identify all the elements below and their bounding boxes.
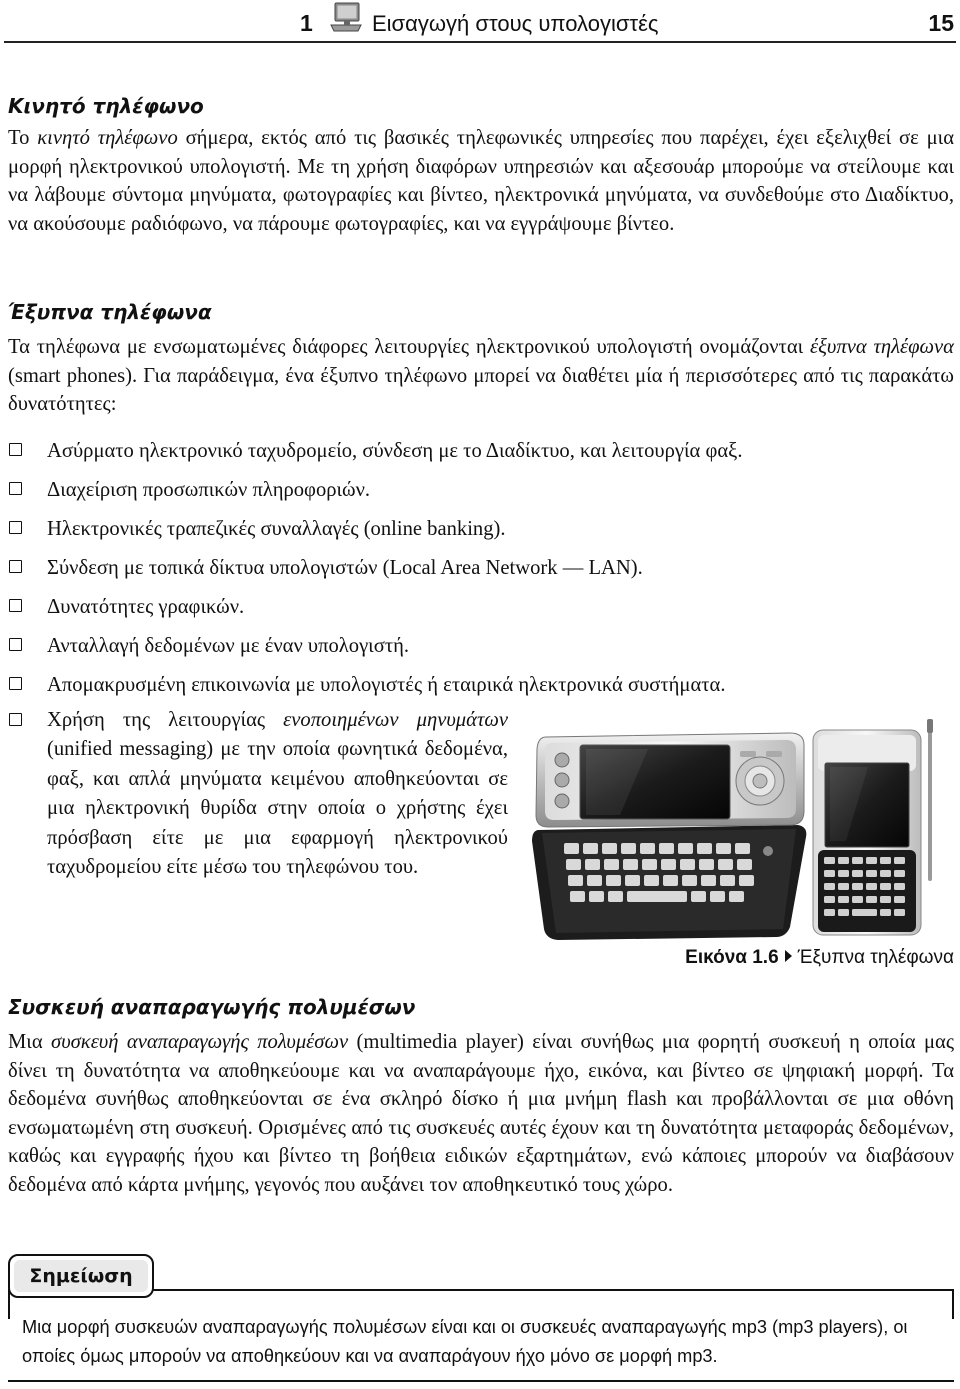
chapter-number: 1 bbox=[300, 10, 313, 36]
paragraph-mobile-phone: Το κινητό τηλέφωνο σήμερα, εκτός από τις βασικές τηλεφωνικές υπηρεσίες που παρέχει, έχει εξελιχθεί σε μια μορφή ηλεκτρονικού υπολογιστή. Με τη χρήση διαφόρων υπηρεσιών και αξεσουάρ μπορούμε να στείλουμε και να λάβουμε σύντομα μηνύματα, φωτογραφίες και βίντεο, ηλεκτρονικά μηνύματα, να συνδεθούμε στο Διαδίκτυο, να ακούσουμε ραδιόφωνο, να πάρουμε φωτογραφίες, και να εγγράψουμε βίντεο. bbox=[8, 127, 954, 235]
checkbox-bullet-icon bbox=[9, 482, 22, 495]
checkbox-bullet-icon bbox=[9, 677, 22, 690]
list-item: Ανταλλαγή δεδομένων με έναν υπολογιστή. bbox=[8, 632, 954, 671]
checkbox-bullet-icon bbox=[9, 713, 22, 726]
note-label: Σημείωση bbox=[29, 1265, 133, 1287]
section-heading-mobile-phone: Κινητό τηλέφωνο bbox=[8, 94, 204, 118]
page-header bbox=[0, 0, 960, 42]
figure-caption: Εικόνα 1.6 Έξυπνα τηλέφωνα bbox=[685, 947, 954, 968]
checkbox-bullet-icon bbox=[9, 638, 22, 651]
checkbox-bullet-icon bbox=[9, 521, 22, 534]
paragraph-multimedia-player: Μια συσκευή αναπαραγωγής πολυμέσων (multimedia player) είναι συνήθως μια φορητή συσκευή η οποία μας δίνει τη δυνατότητα να αποθηκεύουμε και να αναπαράγουμε ήχο, εικόνα, και βίντεο σε ψηφιακή μορφή. Τα δεδομένα συνήθως αποθηκεύονται σε ένα σκληρό δίσκο ή μια μνήμη flash και προβάλλονται σε μια οθόνη ενσωματωμένη στη συσκευή. Ορισμένες από τις συσκευές αυτές έχουν και τη δυνατότητα μεταφοράς δεδομένων, καθώς και εγγραφής ήχου και βίντεο τη βοήθεια ειδικών εξαρτημάτων, ενώ κάποιες μπορούν να διαβάσουν δεδομένα από κάρτα μνήμης, γεγονός που αυξάνει τον αποθηκευτικό τους χώρο. bbox=[8, 1031, 954, 1196]
section-heading-smart-phones: Έξυπνα τηλέφωνα bbox=[8, 300, 212, 324]
list-item-unified-messaging: Χρήση της λειτουργίας ενοποιημένων μηνυμάτων (unified messaging) με την οποία φωνητικά δεδομένα, φαξ, και απλά μηνύματα κειμένου αποθηκεύονται σε μια ηλεκτρονική θυρίδα στην οποία ο χρήστης έχει πρόσβαση είτε με μια εφαρμογή ηλεκτρονικού ταχυδρομείου είτε μέσω του τηλεφώνου του. bbox=[8, 706, 508, 882]
list-item: Διαχείριση προσωπικών πληροφοριών. bbox=[8, 476, 954, 515]
note-text: Μια μορφή συσκευών αναπαραγωγής πολυμέσων είναι και οι συσκευές αναπαραγωγής mp3 (mp3 players), οι οποίες όμως μπορούν να αποθηκεύουν και να αναπαράγουν ήχο μόνο σε μορφή mp3. bbox=[22, 1317, 908, 1366]
header-divider bbox=[4, 41, 956, 43]
checkbox-bullet-icon bbox=[9, 599, 22, 612]
list-item: Ασύρματο ηλεκτρονικό ταχυδρομείο, σύνδεση με το Διαδίκτυο, και λειτουργία φαξ. bbox=[8, 437, 954, 476]
list-item: Απομακρυσμένη επικοινωνία με υπολογιστές ή εταιρικά ηλεκτρονικά συστήματα. bbox=[8, 671, 954, 710]
checkbox-bullet-icon bbox=[9, 560, 22, 573]
paragraph-smart-phones: Τα τηλέφωνα με ενσωματωμένες διάφορες λειτουργίες ηλεκτρονικού υπολογιστή ονομάζονται έξυπνα τηλέφωνα (smart phones). Για παράδειγμα, ένα έξυπνο τηλέφωνο μπορεί να διαθέτει μία ή περισσότερες από τις παρακάτω δυνατότητες: bbox=[8, 336, 954, 416]
caption-arrow-icon bbox=[785, 950, 792, 962]
smart-phone-features-list bbox=[8, 437, 954, 710]
list-item: Σύνδεση με τοπικά δίκτυα υπολογιστών (Local Area Network — LAN). bbox=[8, 554, 954, 593]
note-label-tab bbox=[8, 1254, 154, 1298]
chapter-title: Εισαγωγή στους υπολογιστές bbox=[372, 11, 659, 36]
smart-phones-image bbox=[528, 715, 958, 945]
page-number: 15 bbox=[928, 10, 954, 36]
computer-monitor-icon bbox=[327, 1, 365, 35]
section-heading-multimedia-player: Συσκευή αναπαραγωγής πολυμέσων bbox=[8, 995, 416, 1019]
list-item: Ηλεκτρονικές τραπεζικές συναλλαγές (online banking). bbox=[8, 515, 954, 554]
note-box-right-edge bbox=[952, 1289, 954, 1319]
checkbox-bullet-icon bbox=[9, 443, 22, 456]
list-item: Δυνατότητες γραφικών. bbox=[8, 593, 954, 632]
